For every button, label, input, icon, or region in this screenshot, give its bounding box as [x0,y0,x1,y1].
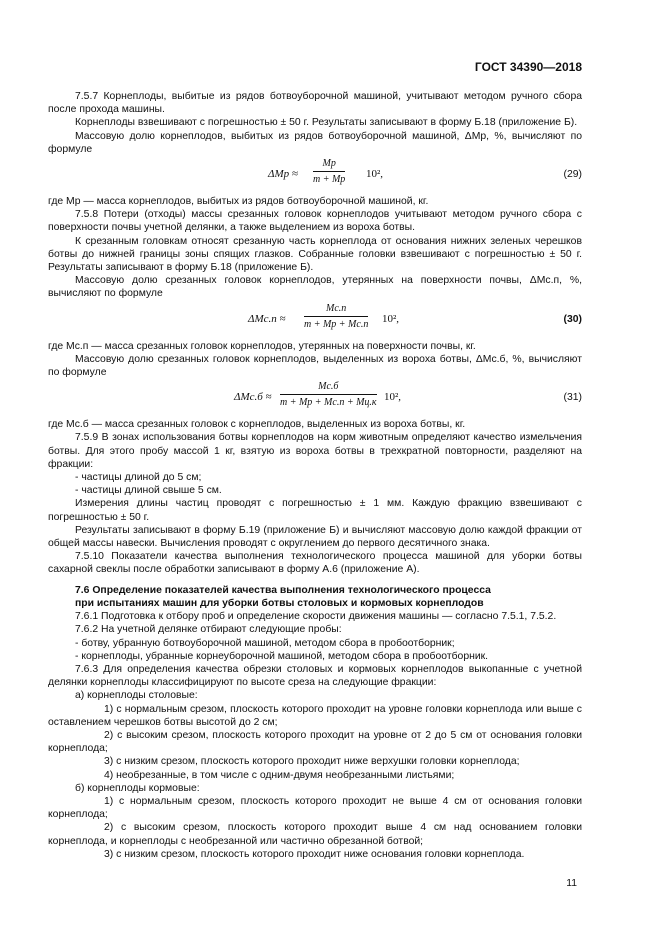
paragraph: Массовую долю срезанных головок корнеплодов, выделенных из вороха ботвы, ΔMс.б, %, вычисляют по формуле [48,353,582,379]
page-number: 11 [566,878,577,889]
list-item: - ботву, убранную ботвоуборочной машиной, методом сбора в пробоотборник; [75,637,455,649]
formula-31 [48,380,582,416]
list-subitem: 1) с нормальным срезом, плоскость которого проходит на уровне головки корнеплода или выше с оставлением черешков ботвы высотой до 2 см; [48,703,582,728]
paragraph: Корнеплоды взвешивают с погрешностью ± 50 г. Результаты записывают в форму Б.18 (приложение Б). [75,117,578,129]
paragraph-7-6-1: 7.6.1 Подготовка к отбору проб и определение скорости движения машины — согласно 7.5.1, 7.5.2. [75,611,557,623]
list-subitem: 3) с низким срезом, плоскость которого проходит ниже верхушки головки корнеплода; [104,756,520,768]
paragraph: Массовую долю срезанных головок корнеплодов, утерянных на поверхности почвы, ΔMс.п, %, вычисляют по формуле [48,275,582,300]
list-item-a: а) корнеплоды столовые: [75,690,198,702]
list-item: - частицы длиной свыше 5 см. [75,485,222,497]
formula-numerator: Mр [313,157,345,172]
list-subitem: 4) необрезанные, в том числе с одним-двумя необрезанными листьями; [104,769,455,781]
list-subitem: 1) с нормальным срезом, плоскость которого проходит не выше 4 см от основания головки корнеплода; [48,795,582,821]
paragraph: Массовую долю корнеплодов, выбитых из рядов ботвоуборочной машиной, ΔMр, %, вычисляют по формуле [48,130,582,155]
paragraph: где Mс.п — масса срезанных головок корнеплодов, утерянных на поверхности почвы, кг. [48,340,476,352]
paragraph-7-5-8: 7.5.8 Потери (отходы) массы срезанных головок корнеплодов учитывают методом ручного сбора с поверхности почвы учетной делянки, а также выделением из вороха ботвы. [48,209,582,234]
section-heading-7-6-cont: при испытаниях машин для уборки ботвы столовых и кормовых корнеплодов [75,597,484,609]
formula-fraction [304,302,368,331]
paragraph-7-5-7: 7.5.7 Корнеплоды, выбитые из рядов ботвоуборочной машиной, учитывают методом ручного сбора после прохода машины. [48,91,582,116]
equation-number: (29) [563,169,582,181]
formula-lhs: ΔMс.б ≈ [234,391,272,404]
formula-numerator: Mс.б [280,380,377,395]
equation-number: (31) [563,392,582,404]
paragraph-7-6-2: 7.6.2 На учетной делянке отбирают следующие пробы: [75,624,342,636]
paragraph: К срезанным головкам относят срезанную часть корнеплода от основания нижних зеленых черешков ботвы до нижней границы зоны спящих глазков. Собранные головки взвешивают с погрешностью ± 50 г. Результаты записывают в форму Б.18 (приложение Б). [48,235,582,274]
list-item: - частицы длиной до 5 см; [75,472,202,484]
formula-30 [48,302,582,338]
formula-29 [48,157,582,193]
standard-header: ГОСТ 34390—2018 [474,60,582,74]
list-subitem: 2) с высоким срезом, плоскость которого проходит выше 4 см над основанием головки корнеплода, и корнеплоды с необрезанной или частично обрезанной ботвой; [48,822,582,847]
paragraph: Результаты записывают в форму Б.19 (приложение Б) и вычисляют массовую долю каждой фракции от общей массы навески. Вычисления проводят с округлением до первого десятичного знака. [48,524,582,550]
formula-fraction [280,380,377,409]
paragraph-7-6-3: 7.6.3 Для определения качества обрезки столовых и кормовых корнеплодов выкопанные с учетной делянки корнеплоды классифицируют по высоте среза на следующие фракции: [48,663,582,689]
page-body [48,90,582,861]
paragraph: Измерения длины частиц проводят с погрешностью ± 1 мм. Каждую фракцию взвешивают с погрешностью ± 50 г. [48,498,582,523]
equation-number: (30) [563,313,582,325]
paragraph: где Mс.б — масса срезанных головок с корнеплодов, выделенных из вороха ботвы, кг. [48,419,466,431]
formula-tail: 10², [382,312,400,325]
formula-lhs: ΔMс.п ≈ [248,312,286,325]
formula-tail: 10², [384,391,402,404]
formula-tail: 10², [366,168,384,181]
paragraph: где Mр — масса корнеплодов, выбитых из рядов ботвоуборочной машиной, кг. [48,196,429,208]
paragraph-7-5-10: 7.5.10 Показатели качества выполнения технологического процесса машиной для уборки ботвы сахарной свеклы после обработки записывают в форму А.6 (приложение А). [48,551,582,576]
formula-denominator: m + Mр [313,174,346,186]
formula-lhs: ΔMр ≈ [268,168,298,181]
formula-denominator: m + Mр + Mс.п [304,318,369,330]
formula-fraction [313,157,345,186]
formula-denominator: m + Mр + Mс.п + Mц.к [280,397,377,409]
formula-numerator: Mс.п [304,302,368,317]
list-subitem: 3) с низким срезом, плоскость которого проходит ниже основания головки корнеплода. [104,848,525,860]
paragraph-7-5-9: 7.5.9 В зонах использования ботвы корнеплодов на корм животным определяют качество измельчения ботвы. Для этого пробу массой 1 кг, взятую из вороха ботвы в трехкратной повторности, разделяют на фракции: [48,432,582,470]
list-subitem: 2) с высоким срезом, плоскость которого проходит на уровне от 2 до 5 см от основания головки корнеплода; [48,729,582,755]
list-item: - корнеплоды, убранные корнеуборочной машиной, методом сбора в пробоотборник. [75,650,489,662]
list-item-b: б) корнеплоды кормовые: [75,782,200,794]
section-heading-7-6: 7.6 Определение показателей качества выполнения технологического процесса [75,584,491,596]
